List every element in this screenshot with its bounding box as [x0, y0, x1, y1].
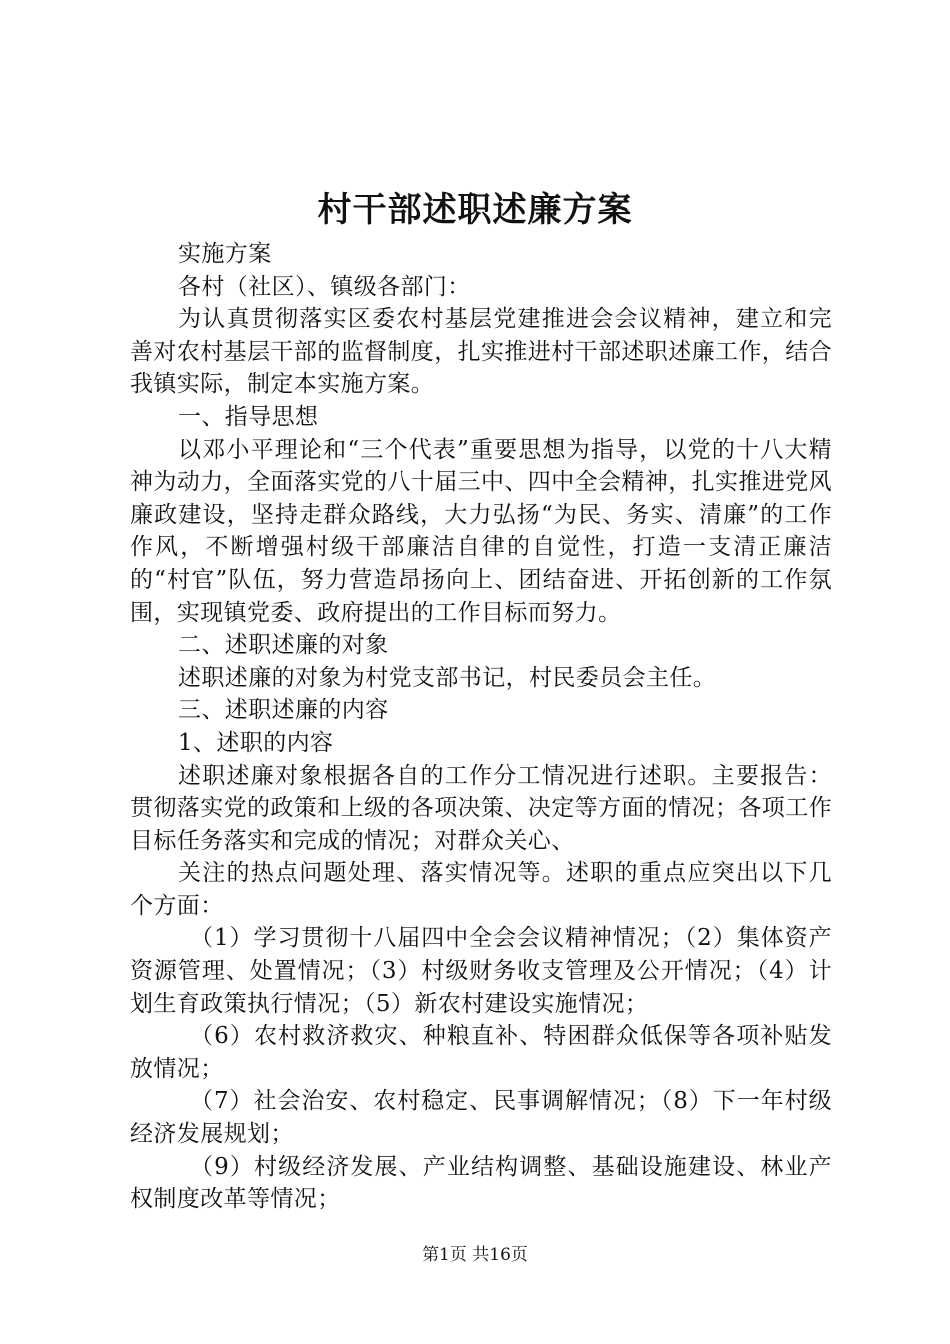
paragraph: 以邓小平理论和“三个代表”重要思想为指导，以党的十八大精神为动力，全面落实党的八十届三中、四中全会精神，扎实推进党风廉政建设，坚持走群众路线，大力弘扬“为民、务实、清廉”的工作作风，不断增强村级干部廉洁自律的自觉性，打造一支清正廉洁的“村官”队伍，努力营造昂扬向上、团结奋进、开拓创新的工作氛围，实现镇党委、政府提出的工作目标而努力。 [130, 436, 832, 626]
paragraph: 各村（社区）、镇级各部门： [178, 273, 471, 300]
paragraph: 述职述廉对象根据各自的工作分工情况进行述职。主要报告：贯彻落实党的政策和上级的各项决策、决定等方面的情况；各项工作目标任务落实和完成的情况；对群众关心、 [130, 762, 832, 854]
page-footer: 第1页 共16页 [422, 1245, 528, 1265]
section-heading: 二、述职述廉的对象 [178, 632, 389, 659]
list-paragraph: （7）社会治安、农村稳定、民事调解情况；（8）下一年村级经济发展规划； [130, 1088, 832, 1148]
paragraph: 述职述廉的对象为村党支部书记，村民委员会主任。 [178, 664, 717, 691]
document-body [130, 238, 832, 1216]
section-heading: 三、述职述廉的内容 [178, 697, 389, 724]
list-paragraph: （6）农村救济救灾、种粮直补、特困群众低保等各项补贴发放情况； [130, 1023, 832, 1082]
section-heading: 一、指导思想 [178, 403, 319, 430]
list-paragraph: （9）村级经济发展、产业结构调整、基础设施建设、林业产权制度改革等情况； [130, 1153, 832, 1213]
paragraph: 实施方案 [178, 241, 272, 267]
subsection-heading: 1、述职的内容 [178, 729, 334, 756]
paragraph: 关注的热点问题处理、落实情况等。述职的重点应突出以下几个方面： [130, 860, 832, 919]
list-paragraph: （1）学习贯彻十八届四中全会会议精神情况；（2）集体资产资源管理、处置情况；（3）村级财务收支管理及公开情况；（4）计划生育政策执行情况；（5）新农村建设实施情况； [130, 925, 832, 1017]
document-title: 村干部述职述廉方案 [317, 190, 633, 230]
paragraph: 为认真贯彻落实区委农村基层党建推进会会议精神，建立和完善对农村基层干部的监督制度，扎实推进村干部述职述廉工作，结合我镇实际，制定本实施方案。 [130, 306, 832, 398]
